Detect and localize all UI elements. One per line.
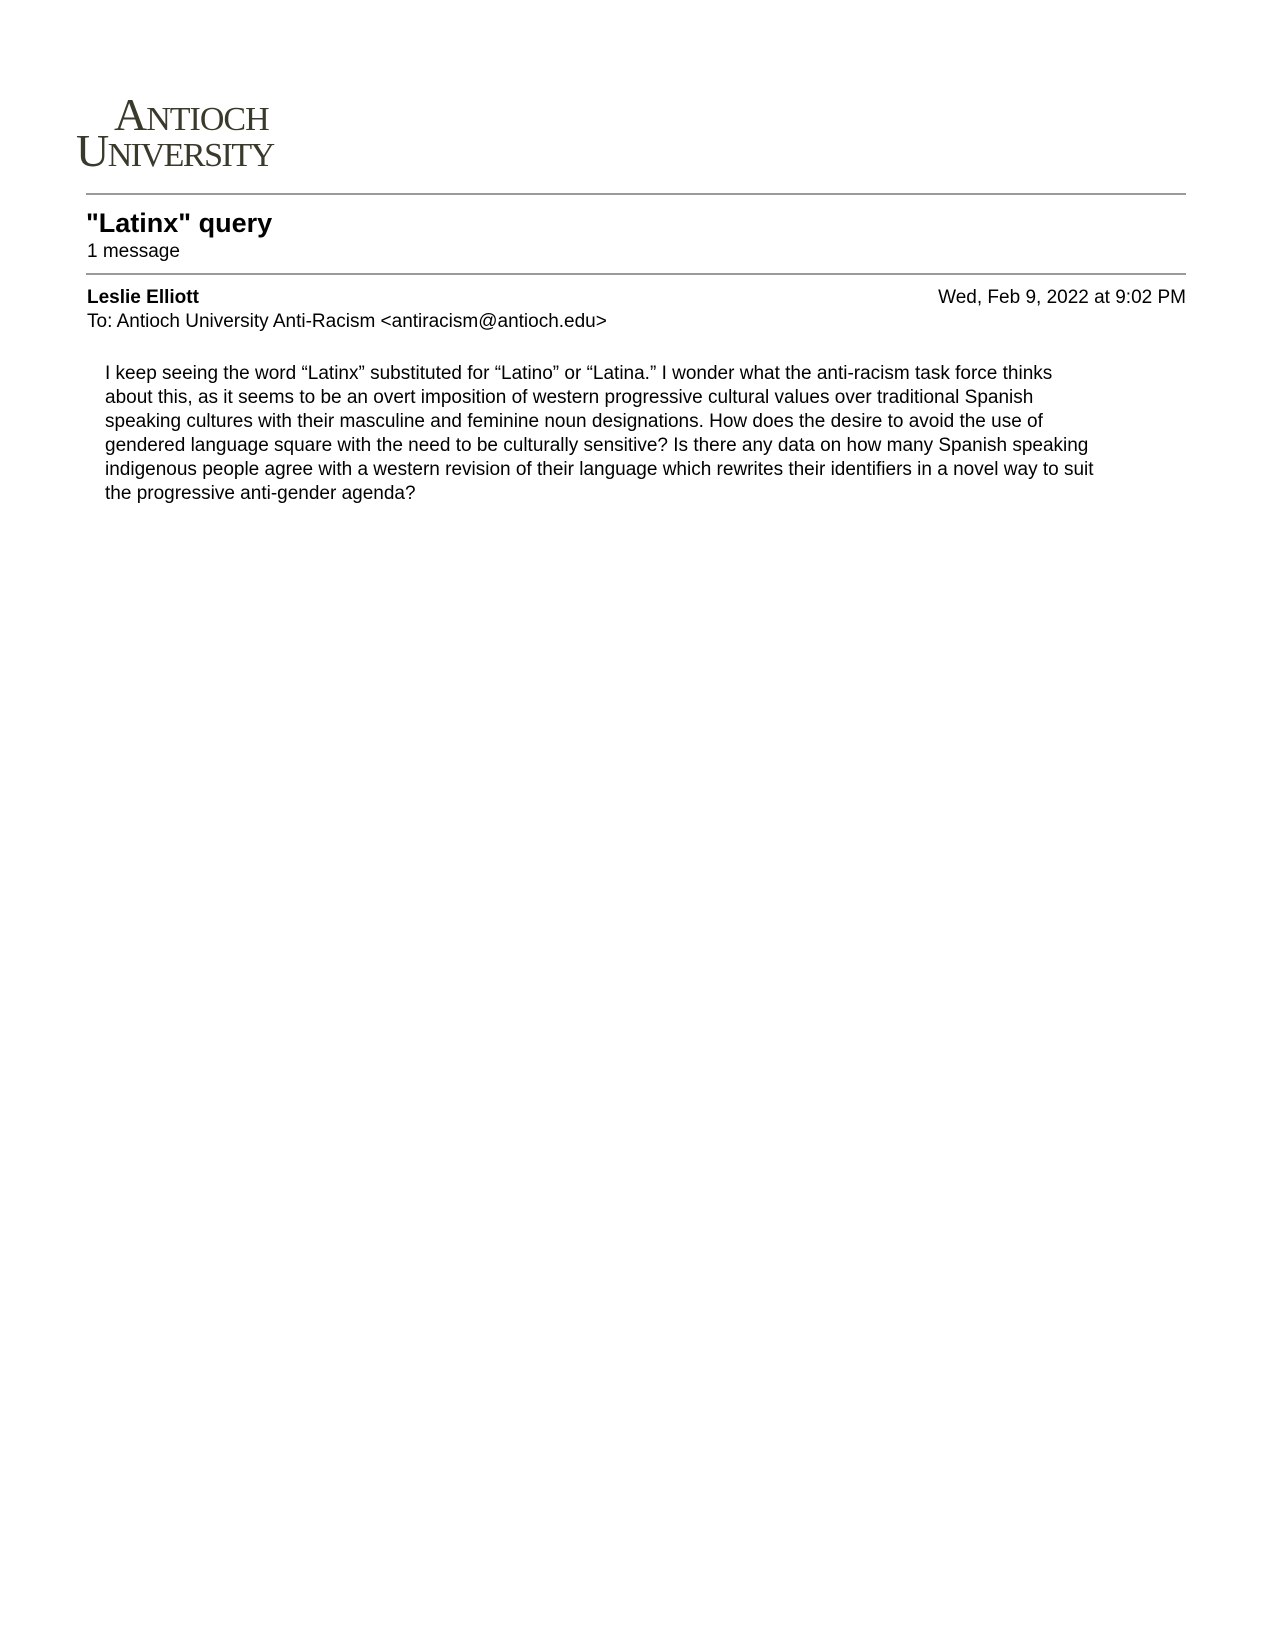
- logo-line-university: UNIVERSITY: [76, 125, 274, 176]
- header-divider: [86, 193, 1186, 195]
- body-line: the progressive anti-gender agenda?: [105, 483, 416, 504]
- logo-line-antioch: ANTIOCH: [114, 89, 269, 140]
- body-line: I keep seeing the word “Latinx” substituted for “Latino” or “Latina.” I wonder what the anti-racism task force thinks: [105, 363, 1053, 384]
- sender-name: Leslie Elliott: [87, 287, 199, 308]
- message-date: Wed, Feb 9, 2022 at 9:02 PM: [938, 287, 1186, 308]
- message-divider: [86, 273, 1186, 275]
- message-count: 1 message: [87, 241, 180, 262]
- thread-subject: "Latinx" query: [86, 208, 273, 238]
- body-line: speaking cultures with their masculine and feminine noun designations. How does the desire to avoid the use of: [105, 411, 1043, 432]
- body-line: indigenous people agree with a western revision of their language which rewrites their identifiers in a novel way to suit: [105, 459, 1094, 480]
- body-line: about this, as it seems to be an overt imposition of western progressive cultural values over traditional Spanish: [105, 387, 1034, 408]
- message-body: [105, 362, 1195, 506]
- recipient-line: To: Antioch University Anti-Racism <antiracism@antioch.edu>: [87, 311, 607, 332]
- antioch-university-logo: [76, 89, 306, 176]
- body-line: gendered language square with the need to be culturally sensitive? Is there any data on how many Spanish speaking: [105, 435, 1089, 456]
